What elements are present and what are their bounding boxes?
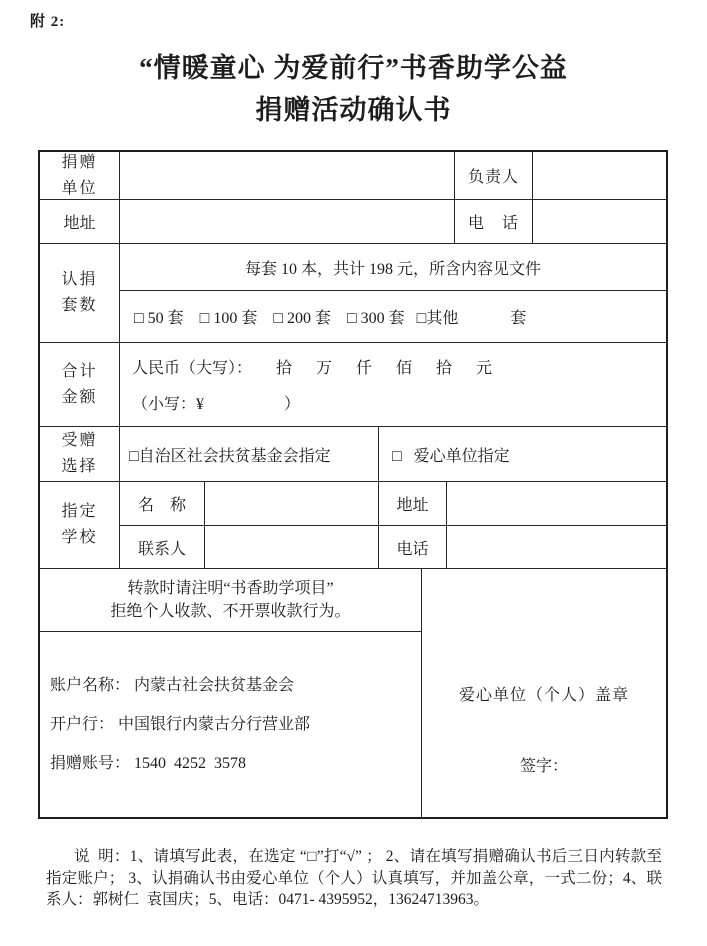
donor-unit-label-cell	[40, 152, 120, 199]
row-donor-unit	[40, 152, 666, 200]
amount-uppercase-line: 人民币（大写）： 拾 万 仟 佰 拾 元	[132, 360, 493, 378]
pledged-sets-label-cell	[40, 244, 120, 342]
school-tel-label: 电话	[379, 526, 447, 568]
amount-content-cell	[120, 343, 666, 426]
address-label: 地址	[40, 200, 120, 243]
stamp-label: 爱心单位（个人）盖章	[458, 687, 629, 704]
row-pledged-sets	[40, 244, 666, 343]
address-blank-cell	[120, 200, 455, 243]
row-recipient-choice	[40, 427, 666, 482]
sets-info-text: 每套 10 本，共计 198 元，所含内容见文件	[244, 260, 541, 278]
row-designated-school	[40, 482, 666, 569]
principal-blank-cell	[533, 152, 666, 199]
school-addr-label: 地址	[379, 482, 447, 525]
row-total-amount	[40, 343, 666, 427]
school-tel-blank-cell	[447, 526, 666, 568]
bank-name: 开户行： 中国银行内蒙古分行营业部	[50, 716, 311, 733]
phone-label: 电 话	[455, 200, 533, 243]
school-label: 指定学校	[61, 503, 98, 546]
phone-blank-cell	[533, 200, 666, 243]
recipient-label-cell	[40, 427, 120, 481]
pledged-sets-content	[120, 244, 666, 342]
school-contact-blank-cell	[205, 526, 379, 568]
donor-unit-blank-cell	[120, 152, 455, 199]
sets-options-row	[120, 291, 666, 342]
stamp-block	[422, 569, 666, 817]
recipient-option-unit: □ 爱心单位指定	[392, 447, 510, 465]
account-info-block	[40, 632, 421, 817]
row-address	[40, 200, 666, 244]
signature-label: 签字：	[519, 758, 568, 775]
school-name-blank-cell	[205, 482, 379, 525]
donor-unit-label: 捐赠单位	[61, 153, 98, 197]
row-transfer-stamp	[40, 569, 666, 817]
school-label-cell	[40, 482, 120, 568]
pledged-sets-label: 认捐套数	[61, 271, 98, 314]
sets-info-row	[120, 244, 666, 291]
school-contact-label: 联系人	[120, 526, 205, 568]
document-title-line1: “情暖童心 为爱前行”书香助学公益	[139, 53, 568, 83]
school-addr-blank-cell	[447, 482, 666, 525]
donation-form-table	[38, 150, 668, 819]
attachment-label: 附 2:	[30, 14, 66, 30]
account-name: 账户名称： 内蒙古社会扶贫基金会	[50, 677, 295, 694]
footer-note: 说 明：1、请填写此表，在选定 “□”打“√” ； 2、请在填写捐赠确认书后三日内转款至指定账户； 3、认捐确认书由爱心单位（个人）认真填写，并加盖公章，一式二份；4、联系人：郭树仁 袁国庆；5、电话：0471- 4395952，13624713963。	[46, 848, 662, 908]
school-name-row	[120, 482, 666, 526]
transfer-notice-line1: 转款时请注明“书香助学项目”	[127, 580, 334, 597]
total-amount-label-cell	[40, 343, 120, 426]
total-amount-label: 合计金额	[61, 362, 98, 406]
school-name-label: 名 称	[120, 482, 205, 525]
principal-label: 负责人	[455, 152, 533, 199]
amount-lowercase-line: （小写：¥ ）	[132, 395, 301, 413]
transfer-left-block	[40, 569, 422, 817]
school-content	[120, 482, 666, 568]
document-title-line2: 捐赠活动确认书	[255, 95, 452, 125]
school-contact-row	[120, 526, 666, 568]
recipient-label: 受赠选择	[61, 432, 98, 475]
transfer-notice	[40, 569, 421, 632]
recipient-option-foundation: □自治区社会扶贫基金会指定	[120, 427, 379, 481]
transfer-notice-line2: 拒绝个人收款、不开票收款行为。	[110, 603, 351, 620]
donation-account-number: 捐赠账号： 1540 4252 3578	[50, 755, 247, 772]
sets-checkbox-options: □ 50 套 □ 100 套 □ 200 套 □ 300 套 □其他 套	[134, 310, 527, 327]
